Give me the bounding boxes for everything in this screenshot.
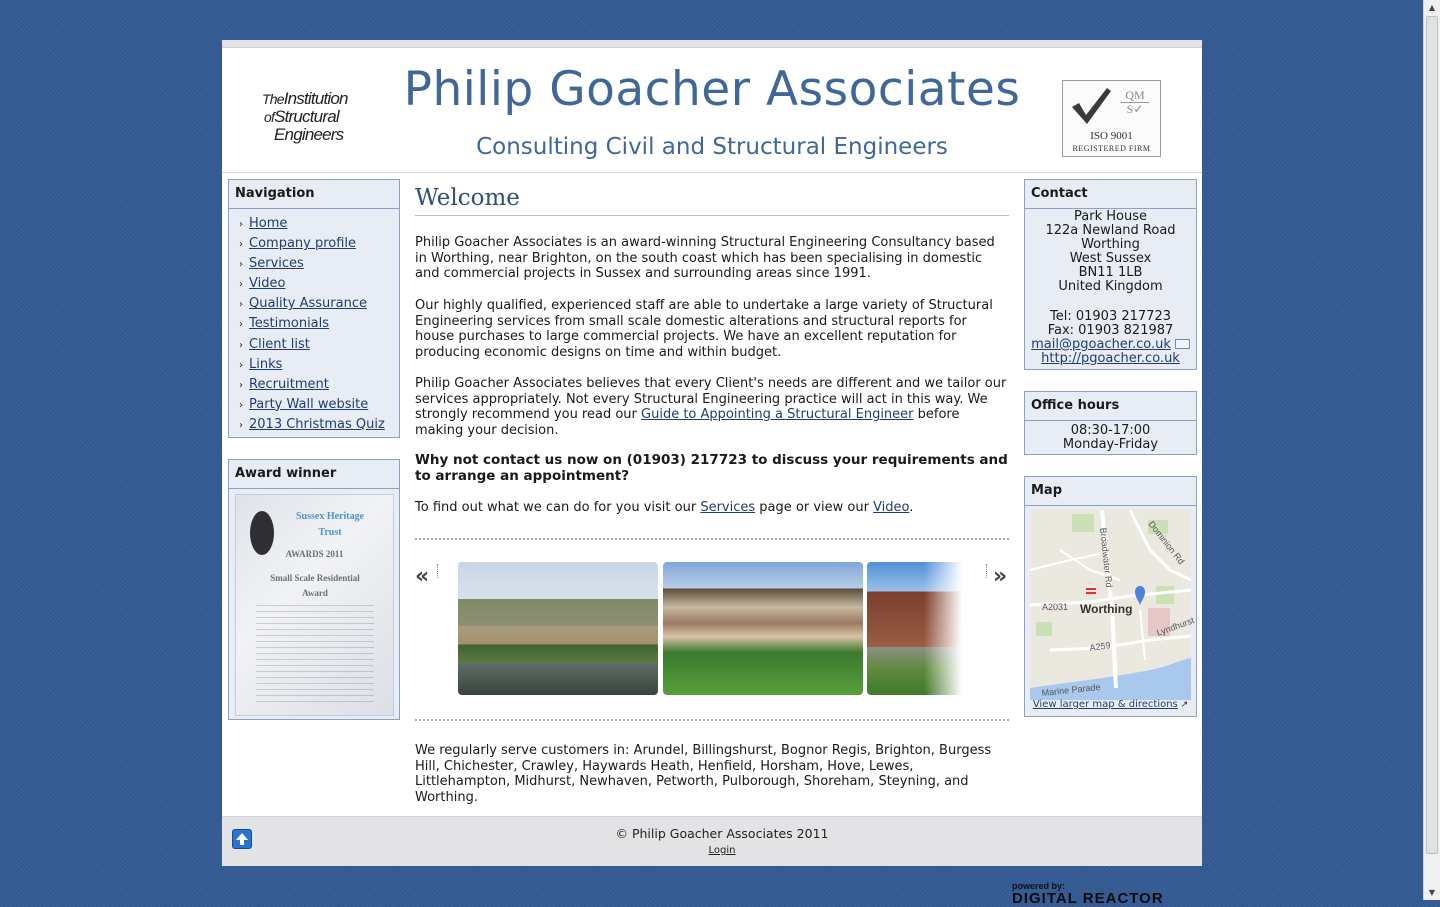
award-certificate-image[interactable]: Sussex Heritage Trust AWARDS 2011 Small Scale Residential Award	[235, 494, 394, 716]
guide-link[interactable]: Guide to Appointing a Structural Engineer	[641, 407, 914, 423]
site-header	[222, 48, 1202, 173]
client-paragraph: Philip Goacher Associates believes that every Client's needs are different and we tailor our services appropriately. Not every Structural Engineering practice will act in this way. We strongly recommend you read our Guide to Appointing a Structural Engineer before making your decision.	[415, 376, 1007, 438]
project-photo-house[interactable]	[458, 562, 658, 695]
office-hours-heading: Office hours	[1025, 392, 1196, 421]
chevron-right-icon: ›	[239, 239, 243, 251]
nav-link[interactable]: Recruitment	[249, 376, 329, 392]
copyright: © Philip Goacher Associates 2011	[615, 826, 829, 841]
nav-item-party-wall	[239, 396, 399, 416]
scroll-down-icon[interactable]: ▼	[1428, 888, 1436, 897]
nav-item-christmas-quiz	[239, 416, 399, 436]
services-paragraph: To find out what we can do for you visit our Services page or view our Video.	[415, 500, 914, 515]
divider	[415, 538, 1009, 540]
nav-link[interactable]: Home	[249, 216, 288, 231]
certificate-fine-print	[256, 605, 374, 705]
map-label-road: Broadwater Rd	[1098, 527, 1115, 588]
office-hours-time: 08:30-17:00	[1070, 423, 1151, 438]
map-label-road: Dominion Rd	[1146, 519, 1187, 567]
nav-link[interactable]: Video	[249, 276, 286, 292]
envelope-icon[interactable]	[1175, 339, 1190, 349]
divider	[415, 719, 1009, 721]
nav-link[interactable]: Testimonials	[249, 316, 330, 332]
login-link[interactable]: Login	[708, 845, 736, 856]
map-graphic	[1030, 510, 1196, 700]
nav-link[interactable]: Party Wall website	[249, 396, 369, 412]
vertical-scrollbar[interactable]	[1423, 0, 1440, 900]
nav-link[interactable]: Company profile	[249, 236, 357, 252]
external-link-icon: ↗	[1177, 700, 1189, 710]
map-box	[1024, 476, 1197, 717]
email-link[interactable]: mail@pgoacher.co.uk	[1031, 336, 1171, 352]
video-link[interactable]: Video	[873, 500, 910, 515]
nav-item-client-list	[239, 336, 399, 356]
nav-link[interactable]: Quality Assurance	[249, 296, 367, 312]
chevron-right-icon: ›	[239, 219, 243, 230]
chevron-right-icon: ›	[239, 419, 243, 431]
nav-item-testimonials	[239, 315, 399, 335]
map-label-road: Lyndhurst	[1155, 615, 1196, 638]
nav-list	[229, 209, 399, 436]
top-strip	[222, 40, 1202, 48]
telephone: Tel: 01903 217723	[1050, 308, 1171, 324]
contact-heading: Contact	[1025, 180, 1196, 209]
site-title[interactable]: Philip Goacher Associates	[403, 62, 1021, 117]
powered-by-logo[interactable]: powered by: DIGITAL REACTOR	[1012, 881, 1164, 907]
chevron-right-icon: ›	[239, 399, 243, 411]
map-image[interactable]	[1030, 510, 1196, 700]
project-photo-racecourse[interactable]	[663, 562, 863, 695]
nav-link[interactable]: Services	[249, 256, 304, 272]
main-content	[415, 180, 1009, 805]
project-photo-building[interactable]	[867, 562, 962, 695]
nav-item-home	[239, 215, 399, 235]
map-label-road: Marine Parade	[1041, 681, 1101, 698]
chevron-right-icon: ›	[239, 359, 243, 371]
fax: Fax: 01903 821987	[1047, 322, 1174, 338]
chevron-right-icon: ›	[239, 339, 243, 351]
nav-link[interactable]: Links	[249, 356, 283, 372]
gallery-separator	[986, 564, 987, 578]
nav-item-video	[239, 275, 399, 295]
contact-details: Park House 122a Newland Road Worthing West Sussex BN11 1LB United Kingdom Tel: 01903 217723 Fax: 01903 821987 mail@pgoacher.co.uk http://pgoacher.co.uk	[1025, 209, 1196, 366]
navigation-heading: Navigation	[229, 180, 399, 209]
office-hours-days: Monday-Friday	[1062, 437, 1159, 453]
project-gallery	[415, 560, 1009, 700]
chevron-right-icon: ›	[239, 279, 243, 291]
website-link[interactable]: http://pgoacher.co.uk	[1041, 350, 1180, 366]
gallery-next-button[interactable]: »	[993, 564, 1008, 589]
larger-map-link[interactable]: View larger map & directions	[1032, 699, 1178, 710]
scroll-up-icon[interactable]: ▲	[1428, 3, 1436, 12]
intro-paragraph: Philip Goacher Associates is an award-winning Structural Engineering Consultancy based in Worthing, near Brighton, on the south coast which has been specialising in domestic and commercial projects in Sussex and surrounding areas since 1991.	[415, 235, 995, 282]
navigation-box	[228, 179, 400, 438]
checkmark-icon	[1069, 85, 1113, 127]
office-hours-box	[1024, 391, 1197, 455]
nav-item-company-profile	[239, 235, 399, 255]
nav-link[interactable]: Client list	[249, 336, 310, 352]
page-container	[222, 40, 1202, 866]
istructe-logo[interactable]: TheInstitution ofStructural Engineers	[262, 89, 348, 144]
award-heading: Award winner	[229, 460, 399, 489]
nav-item-services	[239, 255, 399, 275]
nav-item-recruitment	[239, 376, 399, 396]
chevron-right-icon: ›	[239, 319, 243, 331]
map-heading: Map	[1025, 477, 1196, 506]
chevron-right-icon: ›	[239, 299, 243, 311]
gallery-prev-button[interactable]: «	[415, 564, 430, 589]
award-box	[228, 459, 400, 720]
call-to-action: Why not contact us now on (01903) 217723 to discuss your requirements and to arrange an appointment?	[415, 452, 1008, 484]
chevron-right-icon: ›	[239, 259, 243, 271]
service-areas-paragraph: We regularly serve customers in: Arundel, Billingshurst, Bognor Regis, Brighton, Burgess Hill, Chichester, Crawley, Haywards Heath, Henfield, Horsham, Hove, Lewes, Littlehampton, Midhurst, Newhaven, Petworth, Pulborough, Shoreham, Steyning, and Worthing.	[415, 743, 992, 805]
iso-9001-badge: QM S✓ ISO 9001 REGISTERED FIRM	[1062, 80, 1161, 157]
chevron-right-icon: ›	[239, 379, 243, 391]
map-label-road: A2031	[1042, 602, 1069, 612]
services-link[interactable]: Services	[700, 500, 756, 515]
page-title: Welcome	[415, 180, 1009, 216]
map-label-road: A259	[1088, 640, 1112, 653]
nav-link[interactable]: 2013 Christmas Quiz	[249, 416, 385, 432]
site-tagline: Consulting Civil and Structural Engineers	[476, 134, 948, 160]
scroll-thumb[interactable]	[1426, 16, 1438, 854]
map-label-town: Worthing	[1080, 602, 1133, 616]
footer	[222, 816, 1202, 866]
qms-mark: QM S✓	[1121, 89, 1149, 116]
nav-item-quality-assurance	[239, 295, 399, 315]
gallery-separator	[437, 564, 438, 578]
nav-item-links	[239, 356, 399, 376]
contact-box	[1024, 179, 1197, 370]
staff-paragraph: Our highly qualified, experienced staff are able to undertake a large variety of Structural Engineering services from small scale domestic alterations and structural reports for house purchases to large commercial projects. We have an excellent reputation for producing economic designs on time and within budget.	[415, 298, 993, 360]
